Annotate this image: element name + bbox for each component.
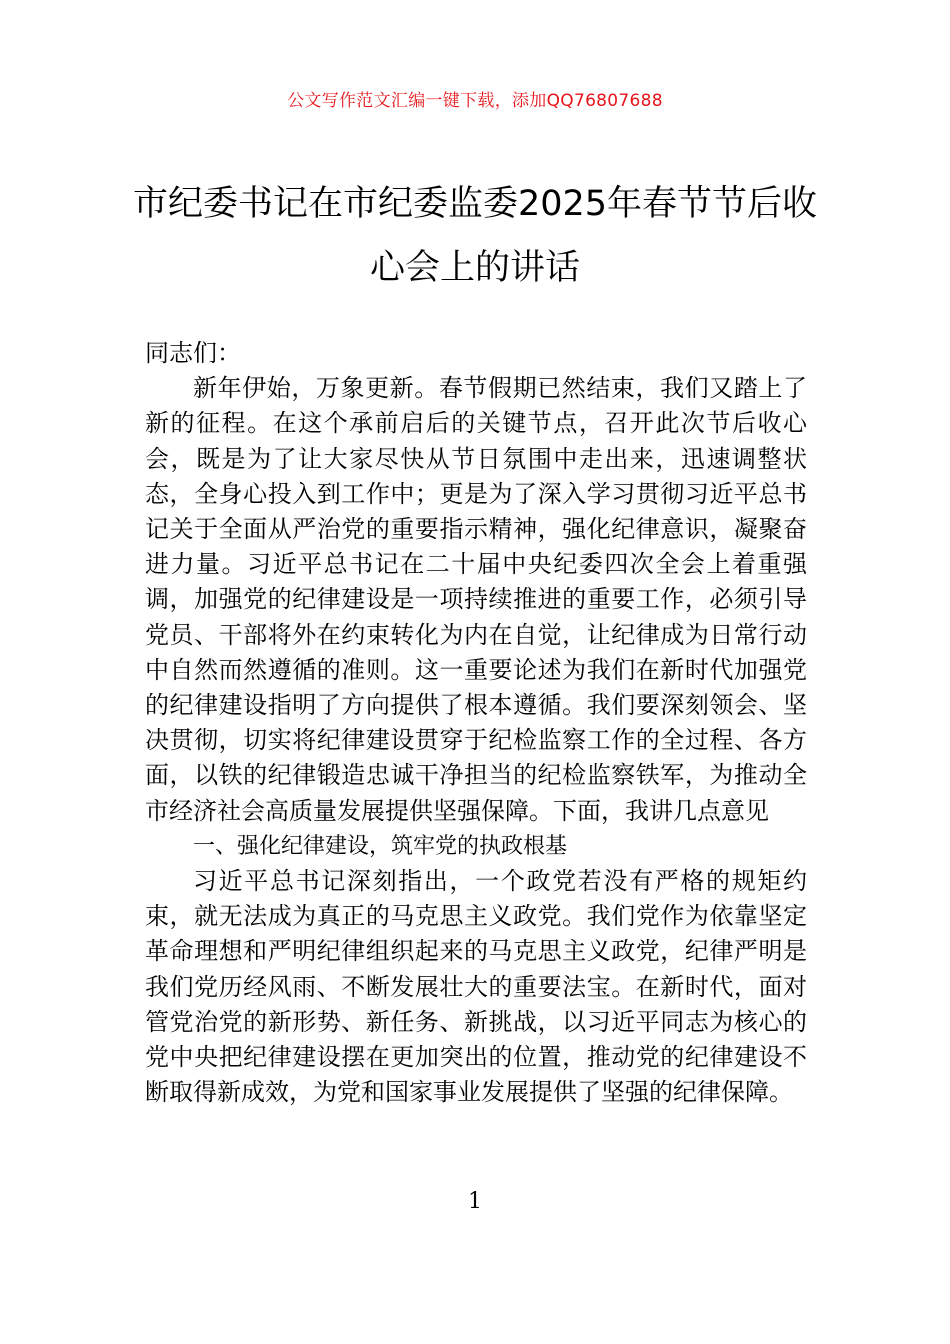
salutation: 同志们：: [145, 339, 241, 367]
section-heading-1: 一、强化纪律建设，筑牢党的执政根基: [193, 833, 568, 859]
paragraph-section-1: 习近平总书记深刻指出，一个政党若没有严格的规矩约束，就无法成为真正的马克思主义政党。我们党作为依靠坚定革命理想和严明纪律组织起来的马克思主义政党，纪律严明是我们党历经风雨、不断发展壮大的重要法宝。在新时代，面对管党治党的新形势、新任务、新挑战，以习近平同志为核心的党中央把纪律建设摆在更加突出的位置，推动党的纪律建设不断取得新成效，为党和国家事业发展提供了坚强的纪律保障。: [145, 867, 807, 1107]
page-number: 1: [468, 1189, 482, 1214]
document-body: [145, 336, 807, 1110]
document-title: 市纪委书记在市纪委监委2025年春节节后收心会上的讲话: [132, 184, 818, 288]
paragraph-intro: 新年伊始，万象更新。春节假期已然结束，我们又踏上了新的征程。在这个承前启后的关键节点，召开此次节后收心会，既是为了让大家尽快从节日氛围中走出来，迅速调整状态，全身心投入到工作中；更是为了深入学习贯彻习近平总书记关于全面从严治党的重要指示精神，强化纪律意识，凝聚奋进力量。习近平总书记在二十届中央纪委四次全会上着重强调，加强党的纪律建设是一项持续推进的重要工作，必须引导党员、干部将外在约束转化为内在自觉，让纪律成为日常行动中自然而然遵循的准则。这一重要论述为我们在新时代加强党的纪律建设指明了方向提供了根本遵循。我们要深刻领会、坚决贯彻，切实将纪律建设贯穿于纪检监察工作的全过程、各方面，以铁的纪律锻造忠诚干净担当的纪检监察铁军，为推动全市经济社会高质量发展提供坚强保障。下面，我讲几点意见: [145, 374, 807, 825]
header-note: 公文写作范文汇编一键下载，添加QQ76807688: [287, 91, 663, 111]
